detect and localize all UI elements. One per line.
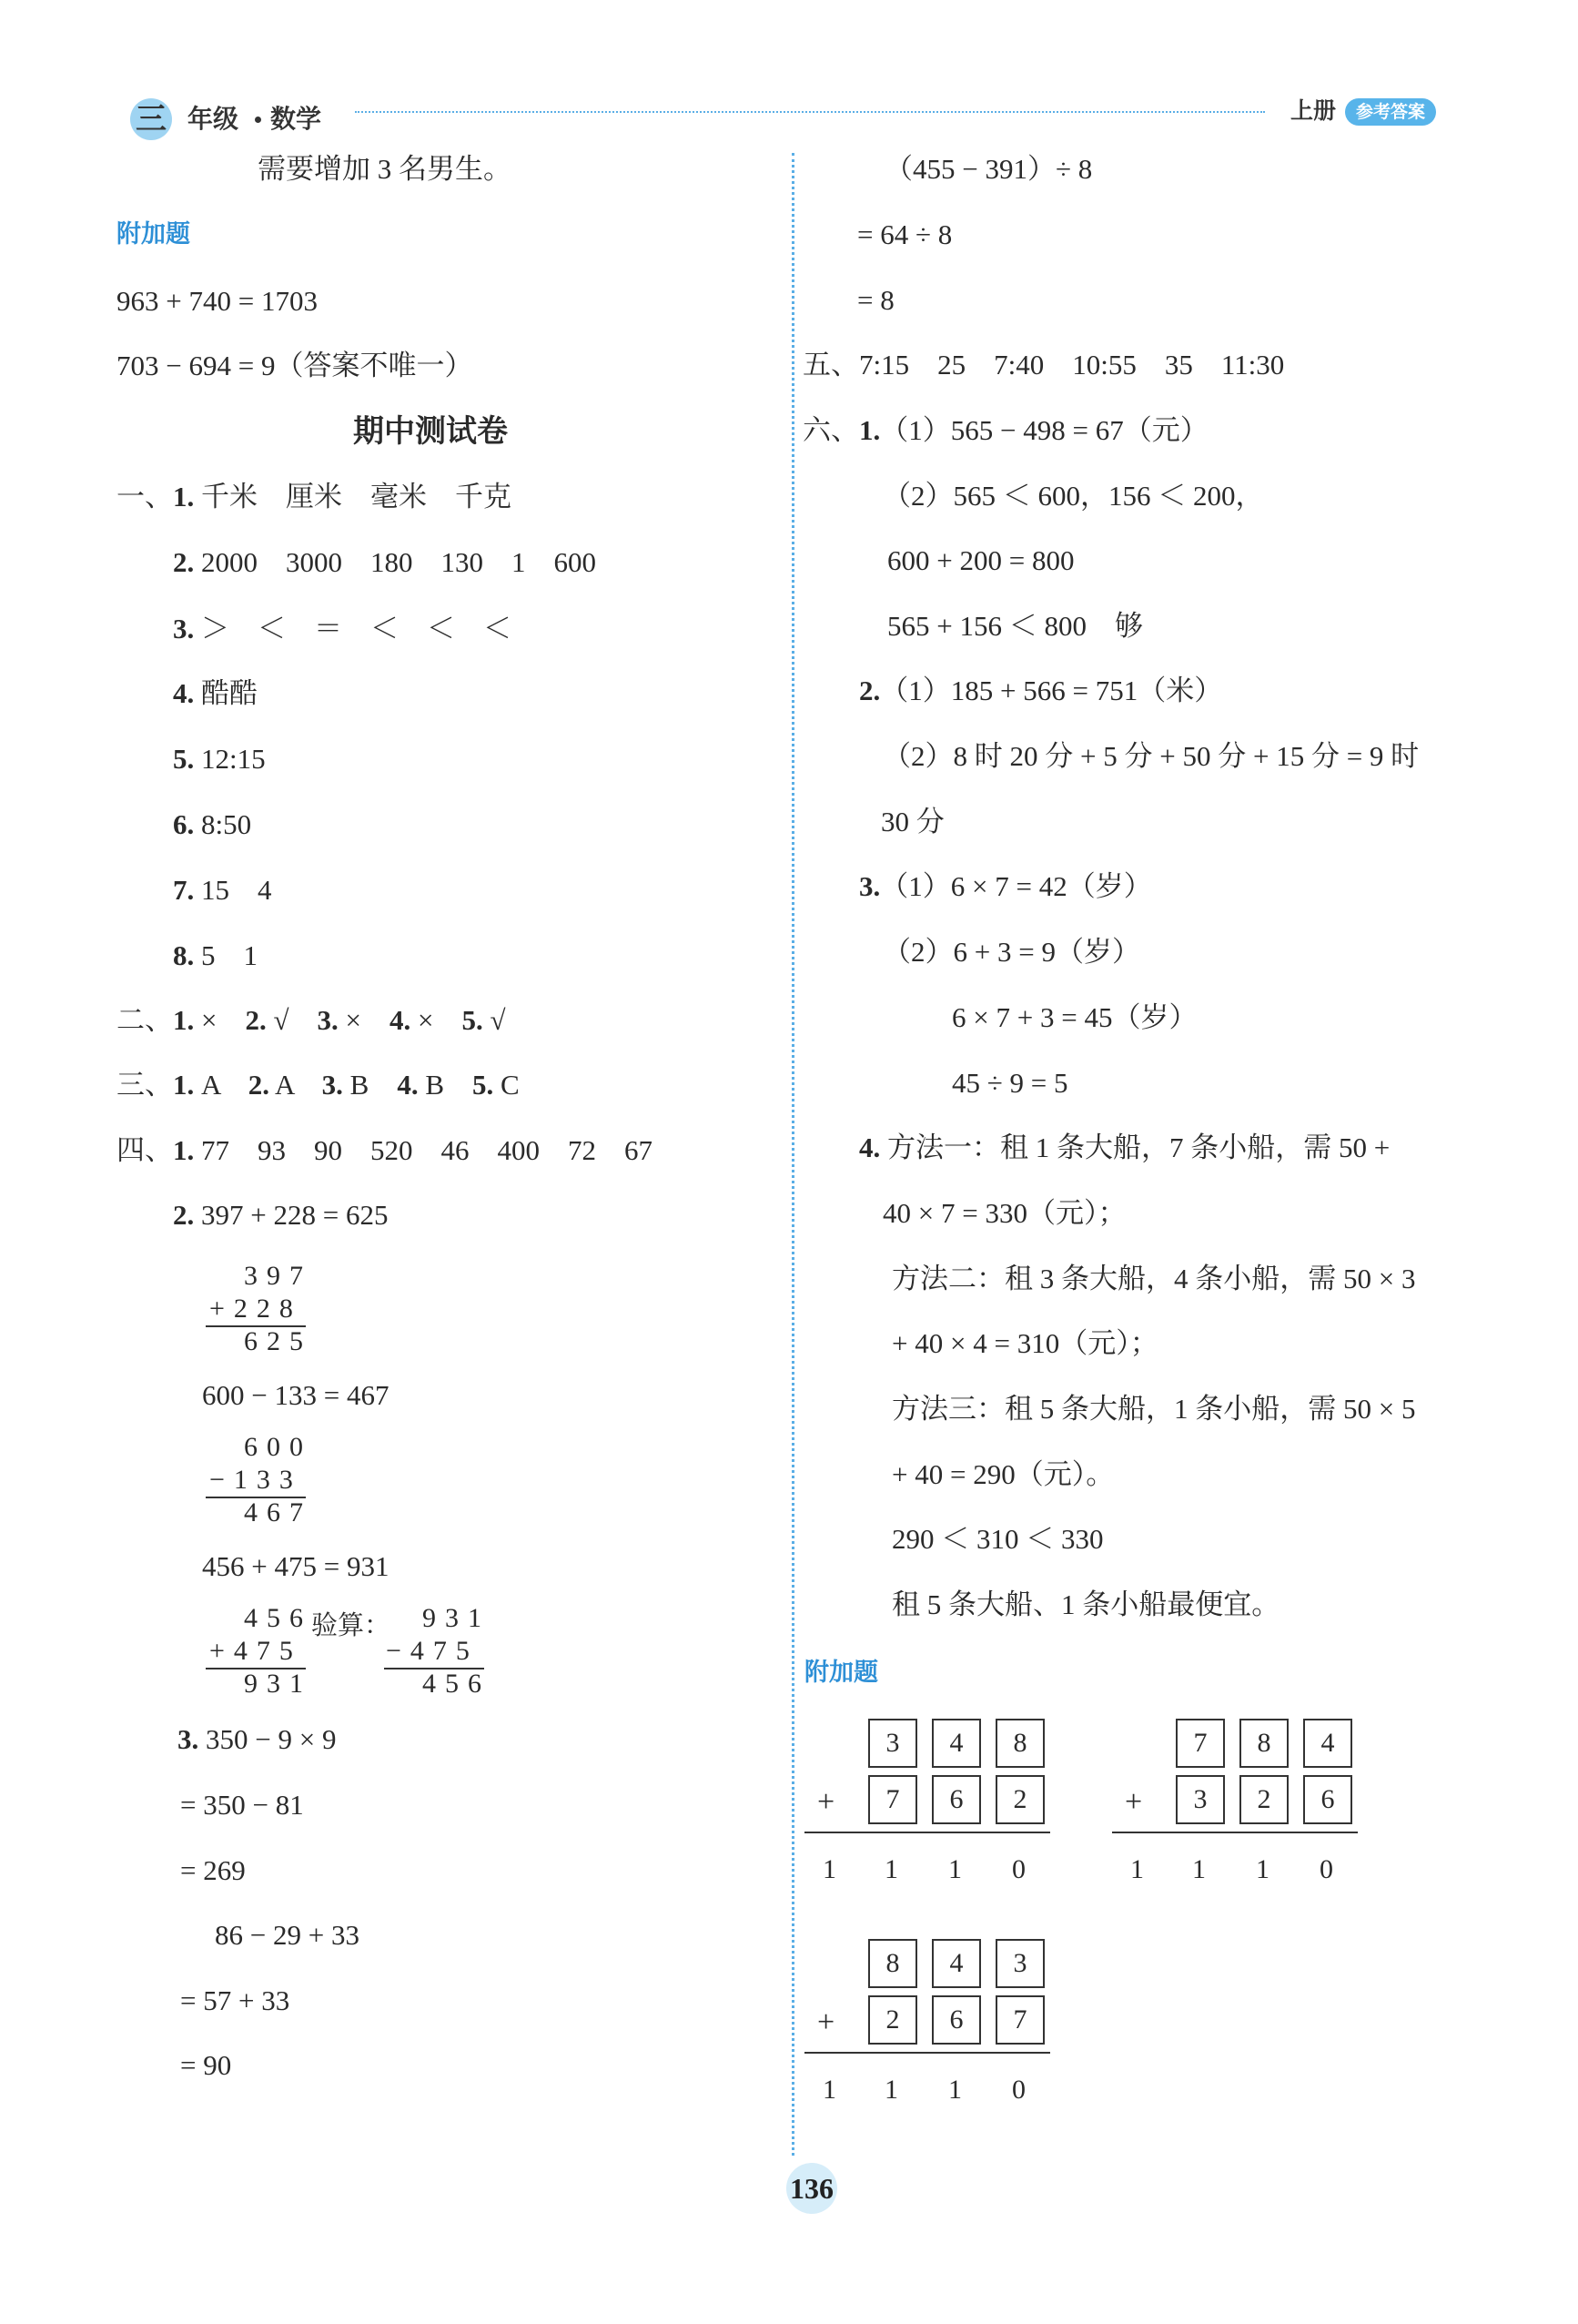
step-line: 600 + 200 = 800 <box>887 544 1075 576</box>
answer-text: 千米 厘米 毫米 千克 <box>194 481 511 512</box>
vertical-top: 397 <box>244 1261 312 1291</box>
vertical-result: 625 <box>244 1326 312 1356</box>
plus-sign: + <box>1125 1785 1143 1819</box>
part-three-line <box>116 1068 520 1102</box>
digit-box: 3 <box>868 1719 917 1768</box>
answer-text: 350 − 9 × 9 <box>198 1723 337 1755</box>
vertical-result: 931 <box>244 1669 312 1699</box>
grade-text: 年级 <box>187 104 239 134</box>
part-five-line: 五、7:15 25 7:40 10:55 35 11:30 <box>803 349 1285 381</box>
equation-line: 456 + 475 = 931 <box>202 1550 389 1582</box>
answer-text: 8:50 <box>194 808 252 840</box>
item-number: 4. <box>859 1132 881 1163</box>
part-prefix: 四、 <box>116 1134 173 1166</box>
equation-line: 600 − 133 = 467 <box>202 1379 389 1411</box>
sum-digit: 1 <box>1130 1854 1144 1884</box>
answer-line <box>173 939 258 973</box>
step-line: 租 5 条大船、1 条小船最便宜。 <box>892 1588 1280 1620</box>
answer-text: × <box>194 1004 246 1036</box>
part-prefix: 一、 <box>116 481 173 512</box>
step-line: 40 × 7 = 330（元）； <box>883 1197 1127 1229</box>
step-line: + 40 = 290（元）。 <box>892 1458 1115 1490</box>
answer-text: 5 1 <box>194 939 258 971</box>
item-number: 2. <box>859 675 881 706</box>
step-line: 86 − 29 + 33 <box>215 1919 359 1951</box>
digit-box: 2 <box>996 1775 1045 1824</box>
answer-text: × <box>338 1004 389 1036</box>
item-number: 3. <box>317 1004 339 1036</box>
step-line: 30 分 <box>881 806 945 837</box>
step-line: 565 + 156 ＜ 800 够 <box>887 610 1143 642</box>
answer-text: × <box>410 1004 462 1036</box>
vertical-top: 456 <box>244 1603 312 1633</box>
answer-line <box>173 873 272 908</box>
answer-line-1-1 <box>116 480 511 514</box>
step-line: 290 ＜ 310 ＜ 330 <box>892 1523 1104 1555</box>
answer-line <box>173 676 258 711</box>
item-number: 5. <box>461 1004 483 1036</box>
item-number: 3. <box>173 613 195 644</box>
section-title: 期中测试卷 <box>353 415 508 449</box>
answer-text: A <box>268 1069 322 1101</box>
item-number: 2. <box>245 1004 267 1036</box>
sum-digit: 1 <box>948 1854 962 1884</box>
sum-rule <box>804 1832 1050 1833</box>
step-line: 方法三：租 5 条大船，1 条小船，需 50 × 5 <box>892 1393 1416 1425</box>
item-number: 3. <box>177 1723 199 1755</box>
digit-box: 7 <box>868 1775 917 1824</box>
answer-text: 2000 3000 180 130 1 600 <box>194 546 596 578</box>
step-line: = 57 + 33 <box>180 1984 290 2016</box>
vertical-result: 456 <box>422 1669 491 1699</box>
digit-box: 4 <box>1303 1719 1352 1768</box>
digit-box: 6 <box>932 1995 981 2045</box>
sum-digit: 1 <box>823 2075 836 2105</box>
answer-text: （1）6 × 7 = 42（岁） <box>880 870 1152 902</box>
sum-digit: 0 <box>1320 1854 1333 1884</box>
sum-digit: 1 <box>948 2075 962 2105</box>
plus-sign: + <box>817 1785 835 1819</box>
item-number: 1. <box>173 1134 195 1166</box>
item-number: 5. <box>472 1069 494 1101</box>
item-number: 2. <box>173 546 195 578</box>
text-line: 703 − 694 = 9（答案不唯一） <box>116 350 473 381</box>
part-four-line <box>116 1133 652 1168</box>
vertical-operand: +228 <box>209 1294 302 1324</box>
digit-box: 8 <box>868 1939 917 1988</box>
column-divider <box>792 153 794 2156</box>
step-line: 45 ÷ 9 = 5 <box>952 1067 1068 1099</box>
answer-line <box>177 1722 336 1757</box>
answer-text: √ <box>266 1004 318 1036</box>
digit-box: 2 <box>1239 1775 1289 1824</box>
digit-box: 6 <box>1303 1775 1352 1824</box>
answer-text: （1）185 + 566 = 751（米） <box>880 675 1223 706</box>
subject: 数学 <box>270 104 322 134</box>
digit-box: 8 <box>996 1719 1045 1768</box>
item-number: 1. <box>859 414 881 446</box>
answer-line <box>859 1131 1390 1165</box>
item-number: 2. <box>173 1199 195 1231</box>
part-prefix: 六、 <box>803 414 859 446</box>
step-line: （2）8 时 20 分 + 5 分 + 50 分 + 15 分 = 9 时 <box>883 740 1420 772</box>
answer-badge: 参考答案 <box>1345 98 1436 126</box>
part-two-line <box>116 1003 505 1038</box>
item-number: 4. <box>389 1004 411 1036</box>
step-line: = 90 <box>180 2049 232 2081</box>
answer-text: C <box>493 1069 520 1101</box>
step-line: （2）565 ＜ 600，156 ＜ 200， <box>883 480 1264 512</box>
part-prefix: 三、 <box>116 1069 173 1101</box>
text-line: 963 + 740 = 1703 <box>116 285 318 317</box>
answer-line <box>173 612 511 646</box>
plus-sign: + <box>817 2005 835 2039</box>
vertical-top: 931 <box>422 1603 491 1633</box>
answer-text: 397 + 228 = 625 <box>194 1199 389 1231</box>
answer-text: （1）565 − 498 = 67（元） <box>880 414 1209 446</box>
digit-box: 7 <box>996 1995 1045 2045</box>
item-number: 1. <box>173 1004 195 1036</box>
answer-line <box>859 674 1222 708</box>
answer-text: √ <box>482 1004 506 1036</box>
sum-digit: 1 <box>885 1854 898 1884</box>
step-line: 方法二：租 3 条大船，4 条小船，需 50 × 3 <box>892 1263 1416 1294</box>
item-number: 2. <box>248 1069 269 1101</box>
page-number: 136 <box>790 2172 834 2205</box>
answer-text: 15 4 <box>194 874 272 906</box>
answer-text: B <box>418 1069 473 1101</box>
volume-label: 上册 <box>1290 97 1337 124</box>
item-number: 5. <box>173 743 195 775</box>
digit-box: 3 <box>996 1939 1045 1988</box>
step-line: = 350 − 81 <box>180 1789 304 1821</box>
check-label: 验算： <box>311 1611 391 1640</box>
sum-digit: 0 <box>1012 2075 1026 2105</box>
answer-line <box>173 545 596 580</box>
item-number: 1. <box>173 481 195 512</box>
sum-rule <box>1112 1832 1358 1833</box>
item-number: 4. <box>173 677 195 709</box>
step-line: = 8 <box>857 284 895 316</box>
digit-box: 8 <box>1239 1719 1289 1768</box>
digit-box: 7 <box>1176 1719 1225 1768</box>
answer-text: 12:15 <box>194 743 266 775</box>
item-number: 1. <box>173 1069 195 1101</box>
item-number: 8. <box>173 939 195 971</box>
vertical-operand: +475 <box>209 1636 302 1666</box>
vertical-operand: −133 <box>209 1465 302 1495</box>
answer-text: B <box>342 1069 398 1101</box>
digit-box: 2 <box>868 1995 917 2045</box>
answer-line <box>859 869 1152 904</box>
answer-line <box>173 742 266 776</box>
item-number: 4. <box>397 1069 419 1101</box>
step-line: = 64 ÷ 8 <box>857 218 953 250</box>
answer-text: 方法一：租 1 条大船，7 条小船，需 50 + <box>880 1132 1391 1163</box>
text-line: 需要增加 3 名男生。 <box>258 153 511 185</box>
item-number: 7. <box>173 874 195 906</box>
sum-digit: 1 <box>1256 1854 1269 1884</box>
digit-box: 4 <box>932 1939 981 1988</box>
answer-text: ＞ ＜ ＝ ＜ ＜ ＜ <box>194 613 511 644</box>
extra-title: 附加题 <box>116 220 190 249</box>
digit-box: 6 <box>932 1775 981 1824</box>
step-line: + 40 × 4 = 310（元）； <box>892 1327 1158 1359</box>
digit-box: 3 <box>1176 1775 1225 1824</box>
sum-digit: 1 <box>1192 1854 1206 1884</box>
step-line: 6 × 7 + 3 = 45（岁） <box>952 1001 1198 1033</box>
vertical-top: 600 <box>244 1432 312 1462</box>
extra-title: 附加题 <box>804 1659 878 1687</box>
header-dot <box>255 117 261 123</box>
answer-line <box>173 1198 388 1233</box>
sum-digit: 0 <box>1012 1854 1026 1884</box>
vertical-result: 467 <box>244 1497 312 1527</box>
part-prefix: 二、 <box>116 1004 173 1036</box>
item-number: 6. <box>173 808 195 840</box>
step-line: （455 − 391）÷ 8 <box>885 153 1093 185</box>
step-line: （2）6 + 3 = 9（岁） <box>883 936 1140 968</box>
item-number: 3. <box>321 1069 343 1101</box>
answer-text: A <box>194 1069 248 1101</box>
grade-number: 三 <box>136 101 167 137</box>
step-line: = 269 <box>180 1854 246 1886</box>
answer-text: 77 93 90 520 46 400 72 67 <box>194 1134 652 1166</box>
header-rule <box>355 111 1265 113</box>
sum-rule <box>804 2052 1050 2054</box>
sum-digit: 1 <box>885 2075 898 2105</box>
part-six-line <box>803 413 1209 448</box>
sum-digit: 1 <box>823 1854 836 1884</box>
answer-text: 酷酷 <box>194 677 258 709</box>
digit-box: 4 <box>932 1719 981 1768</box>
item-number: 3. <box>859 870 881 902</box>
answer-line <box>173 807 251 842</box>
vertical-operand: −475 <box>386 1636 479 1666</box>
